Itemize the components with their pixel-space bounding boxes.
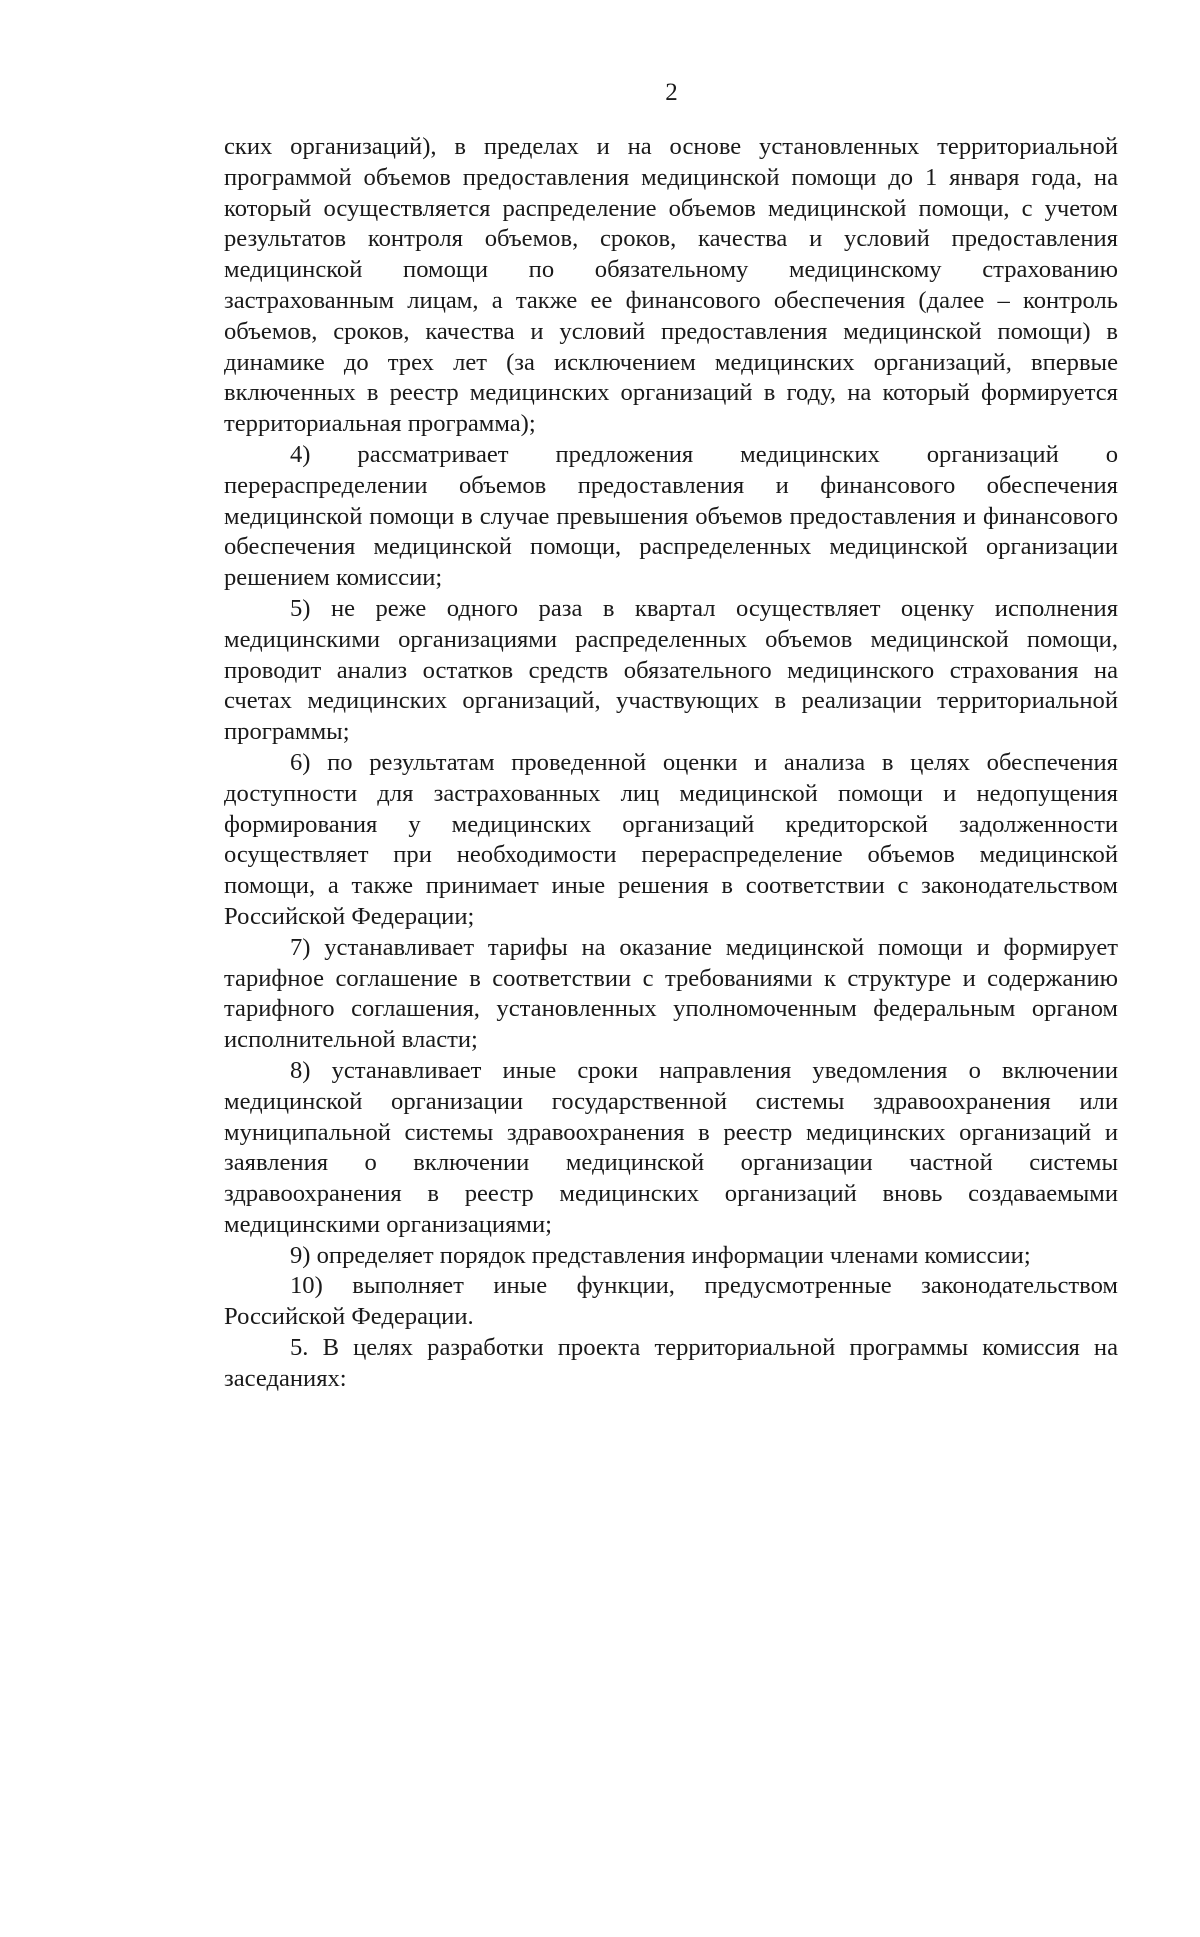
paragraph-item-8: 8) устанавливает иные сроки направления уведомления о включении медицинской организации государственной системы здравоохранения или муниципальной системы здравоохранения в реестр медицинских организаций и заявления о включении медицинской организации частной системы здравоохранения в реестр медицинских организаций вновь создаваемыми медицинскими организациями; bbox=[224, 1056, 1118, 1238]
paragraph-item-5: 5) не реже одного раза в квартал осуществляет оценку исполнения медицинскими организациями распределенных объемов медицинской помощи, проводит анализ остатков средств обязательного медицинского страхования на счетах медицинских организаций, участвующих в реализации территориальной программы; bbox=[224, 594, 1118, 746]
paragraph-item-4: 4) рассматривает предложения медицинских организаций о перераспределении объемов предоставления и финансового обеспечения медицинской помощи в случае превышения объемов предоставления и финансового обеспечения медицинской помощи, распределенных медицинской организации решением комиссии; bbox=[224, 440, 1118, 592]
paragraph-item-9: 9) определяет порядок представления информации членами комиссии; bbox=[290, 1241, 1031, 1269]
paragraph-item-7: 7) устанавливает тарифы на оказание медицинской помощи и формирует тарифное соглашение в соответствии с требованиями к структуре и содержанию тарифного соглашения, установленных уполномоченным федеральным органом исполнительной власти; bbox=[224, 933, 1118, 1054]
paragraph-item-6: 6) по результатам проведенной оценки и анализа в целях обеспечения доступности для застрахованных лиц медицинской помощи и недопущения формирования у медицинских организаций кредиторской задолженности осуществляет при необходимости перераспределение объемов медицинской помощи, а также принимает иные решения в соответствии с законодательством Российской Федерации; bbox=[224, 748, 1118, 930]
document-body bbox=[224, 132, 1118, 1395]
paragraph-section-5: 5. В целях разработки проекта территориальной программы комиссия на заседаниях: bbox=[224, 1334, 1118, 1392]
page-number: 2 bbox=[665, 79, 678, 106]
paragraph-item-10: 10) выполняет иные функции, предусмотренные законодательством Российской Федерации. bbox=[224, 1272, 1118, 1331]
paragraph-continuation: ских организаций), в пределах и на основе установленных территориальной программой объемов предоставления медицинской помощи до 1 января года, на который осуществляется распределение объемов медицинской помощи, с учетом результатов контроля объемов, сроков, качества и условий предоставления медицинской помощи по обязательному медицинскому страхованию застрахованным лицам, а также ее финансового обеспечения (далее – контроль объемов, сроков, качества и условий предоставления медицинской помощи) в динамике до трех лет (за исключением медицинских организаций, впервые включенных в реестр медицинских организаций в году, на который формируется территориальная программа); bbox=[224, 133, 1118, 438]
